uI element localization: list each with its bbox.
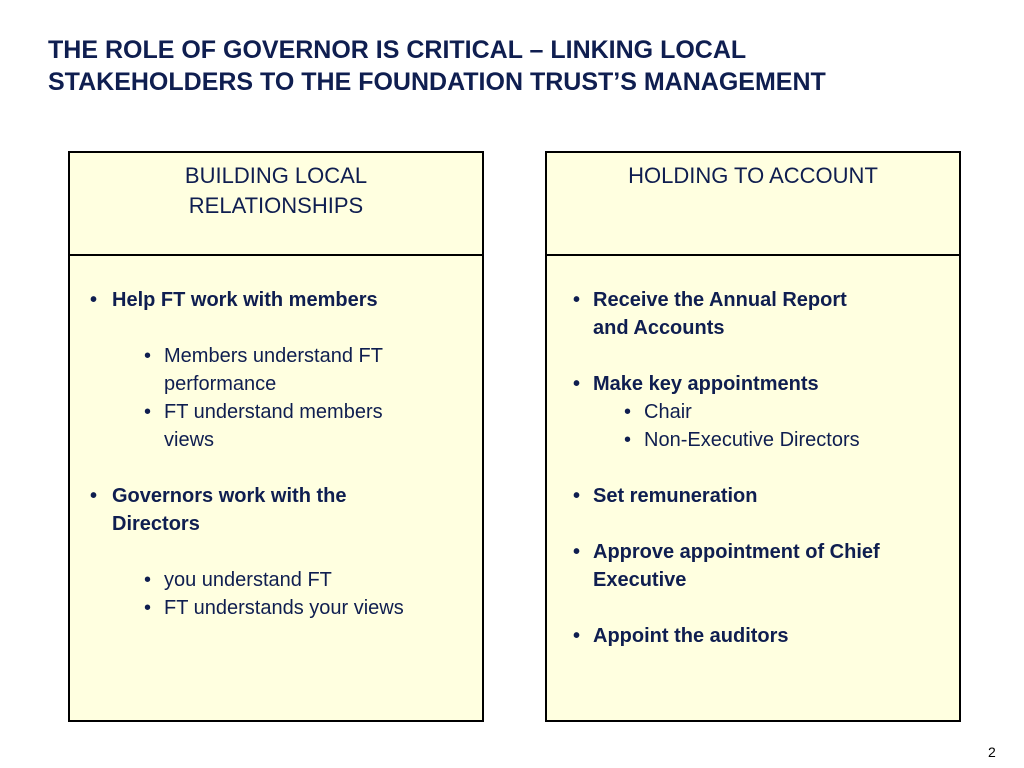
bullet-icon: •	[144, 569, 152, 591]
bullet-icon: •	[144, 345, 152, 367]
slide-title	[48, 34, 988, 98]
bullet-key-appointments: • Make key appointments	[547, 370, 959, 398]
panel-body-right	[547, 256, 959, 650]
sub-bullet-ft-understand: • FT understand members views	[70, 398, 482, 454]
bullet-icon: •	[573, 373, 581, 395]
panel-body-left	[70, 256, 482, 622]
bullet-icon: •	[144, 597, 152, 619]
bullet-icon: •	[573, 289, 581, 311]
bullet-annual-report: • Receive the Annual Report and Accounts	[547, 286, 959, 342]
bullet-icon: •	[144, 401, 152, 423]
sub-bullet-ft-understands-views: • FT understands your views	[70, 594, 482, 622]
bullet-help-ft: • Help FT work with members	[70, 286, 482, 314]
panel-header-left-line-1: BUILDING LOCAL	[184, 163, 368, 188]
title-line-1: THE ROLE OF GOVERNOR IS CRITICAL – LINKING LOCAL	[48, 36, 747, 64]
panel-header-right	[547, 153, 959, 256]
bullet-icon: •	[624, 401, 632, 423]
panel-header-left	[70, 153, 482, 256]
title-line-2: STAKEHOLDERS TO THE FOUNDATION TRUST’S MANAGEMENT	[48, 68, 826, 96]
bullet-icon: •	[90, 485, 98, 507]
panel-header-right-text: HOLDING TO ACCOUNT	[628, 163, 878, 188]
sub-bullet-non-executive: • Non-Executive Directors	[547, 426, 959, 454]
panel-header-left-line-2: RELATIONSHIPS	[188, 193, 364, 218]
bullet-icon: •	[573, 485, 581, 507]
bullet-icon: •	[573, 625, 581, 647]
bullet-set-remuneration: • Set remuneration	[547, 482, 959, 510]
holding-to-account-panel	[545, 151, 961, 722]
bullet-governors-work: • Governors work with the Directors	[70, 482, 482, 538]
sub-bullet-chair: • Chair	[547, 398, 959, 426]
sub-bullet-you-understand: • you understand FT	[70, 566, 482, 594]
building-relationships-panel	[68, 151, 484, 722]
page-number: 2	[988, 744, 996, 760]
bullet-icon: •	[573, 541, 581, 563]
bullet-appoint-auditors: • Appoint the auditors	[547, 622, 959, 650]
bullet-icon: •	[624, 429, 632, 451]
bullet-icon: •	[90, 289, 98, 311]
sub-bullet-members-understand: • Members understand FT performance	[70, 342, 482, 398]
bullet-approve-chief: • Approve appointment of Chief Executive	[547, 538, 959, 594]
